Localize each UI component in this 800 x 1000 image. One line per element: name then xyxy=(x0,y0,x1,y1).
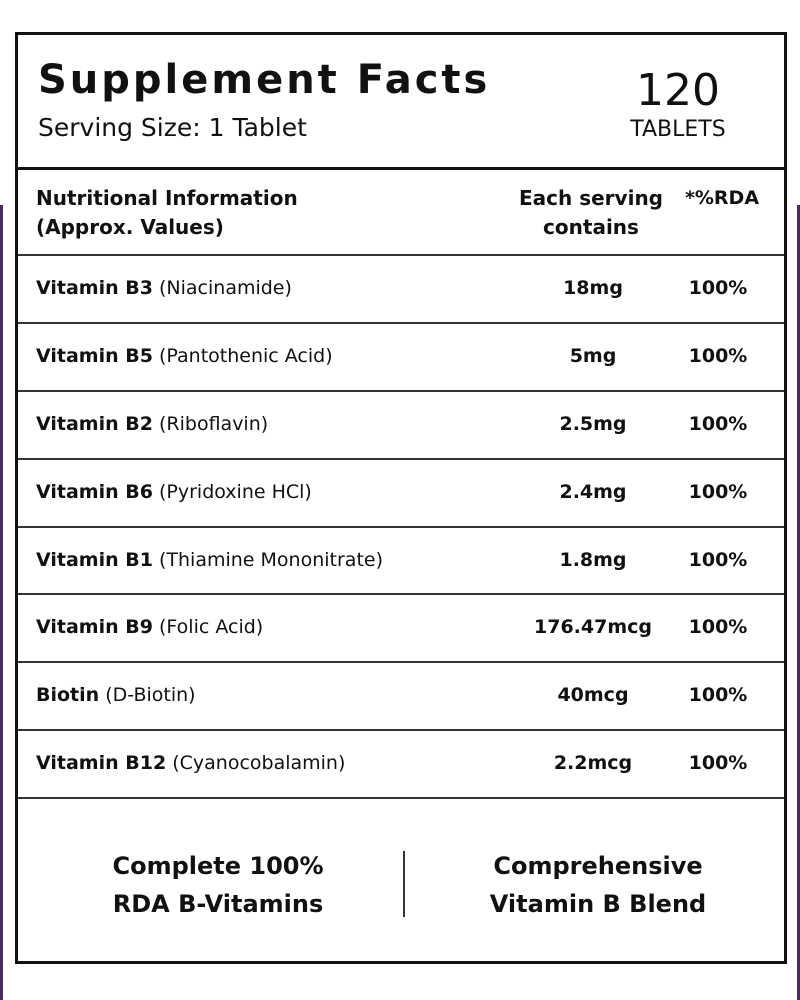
column-header-serving-line2: contains xyxy=(543,215,639,239)
nutrient-rda: 100% xyxy=(688,412,748,435)
nutrient-amount: 2.2mcg xyxy=(553,752,633,775)
nutrient-amount: 2.5mg xyxy=(559,412,627,435)
nutrient-name xyxy=(36,752,345,774)
nutrient-amount: 176.47mcg xyxy=(534,616,652,639)
table-row xyxy=(18,595,784,663)
nutrient-form: (Riboflavin) xyxy=(159,412,269,435)
footer-claim-right-line2: Vitamin B Blend xyxy=(489,890,707,919)
table-row xyxy=(18,663,784,731)
nutrient-rda: 100% xyxy=(688,548,748,571)
nutrient-label: Vitamin B3 xyxy=(36,277,153,299)
table-row xyxy=(18,460,784,528)
nutrient-amount: 18mg xyxy=(563,277,623,299)
nutrient-name xyxy=(36,549,383,571)
facts-footer xyxy=(18,799,784,959)
nutrient-name xyxy=(36,413,268,435)
nutrient-rda: 100% xyxy=(688,277,748,299)
nutrient-label: Vitamin B6 xyxy=(36,480,153,503)
footer-claim-left-line1: Complete 100% xyxy=(112,852,324,881)
nutrient-label: Vitamin B5 xyxy=(36,344,153,367)
nutrient-name xyxy=(36,345,333,367)
footer-claim-right-line1: Comprehensive xyxy=(493,852,703,881)
nutrient-form: (Niacinamide) xyxy=(159,277,292,299)
table-row xyxy=(18,528,784,596)
nutrient-name xyxy=(36,616,263,638)
facts-header xyxy=(18,35,784,170)
table-row xyxy=(18,324,784,392)
column-header-rda: *%RDA xyxy=(684,187,760,209)
nutrient-label: Vitamin B1 xyxy=(36,548,153,571)
nutrient-form: (Pantothenic Acid) xyxy=(159,344,333,367)
nutrient-label: Vitamin B12 xyxy=(36,752,167,775)
footer-claim-right xyxy=(448,847,748,923)
footer-divider xyxy=(403,851,405,917)
table-row xyxy=(18,256,784,324)
nutrient-label: Biotin xyxy=(36,684,100,707)
nutrient-rda: 100% xyxy=(688,684,748,707)
nutrient-rda: 100% xyxy=(688,752,748,775)
nutrient-amount: 40mcg xyxy=(557,684,629,707)
table-row xyxy=(18,392,784,460)
nutrient-label: Vitamin B9 xyxy=(36,616,153,639)
supplement-facts-panel xyxy=(15,32,787,964)
nutrient-form: (Folic Acid) xyxy=(159,616,264,639)
column-header-info-line1: Nutritional Information xyxy=(36,186,298,210)
serving-size: Serving Size: 1 Tablet xyxy=(38,113,307,142)
footer-claim-left-line2: RDA B-Vitamins xyxy=(112,890,324,919)
nutrient-amount: 2.4mg xyxy=(559,480,627,503)
left-accent-stripe xyxy=(0,205,3,1000)
column-header-info-line2: (Approx. Values) xyxy=(36,215,224,239)
nutrient-name xyxy=(36,684,196,706)
nutrient-name xyxy=(36,481,312,503)
tablet-count-number: 120 xyxy=(636,65,720,116)
nutrient-label: Vitamin B2 xyxy=(36,412,153,435)
column-header-serving xyxy=(506,184,676,242)
column-header-info xyxy=(36,184,298,242)
nutrient-form: (Cyanocobalamin) xyxy=(172,752,346,775)
tablet-count-unit: TABLETS xyxy=(630,117,726,142)
nutrient-rda: 100% xyxy=(688,480,748,503)
nutrient-rda: 100% xyxy=(688,344,748,367)
nutrient-form: (Thiamine Mononitrate) xyxy=(159,548,384,571)
footer-claim-left xyxy=(78,847,358,923)
column-header-serving-line1: Each serving xyxy=(519,186,663,210)
nutrient-form: (Pyridoxine HCl) xyxy=(159,480,312,503)
nutrient-amount: 5mg xyxy=(569,344,617,367)
table-row xyxy=(18,731,784,799)
nutrient-name xyxy=(36,277,292,299)
nutrient-form: (D-Biotin) xyxy=(105,684,196,707)
column-headers xyxy=(18,170,784,256)
nutrient-amount: 1.8mg xyxy=(559,548,627,571)
page-title: Supplement Facts xyxy=(38,57,491,103)
nutrient-rda: 100% xyxy=(688,616,748,639)
